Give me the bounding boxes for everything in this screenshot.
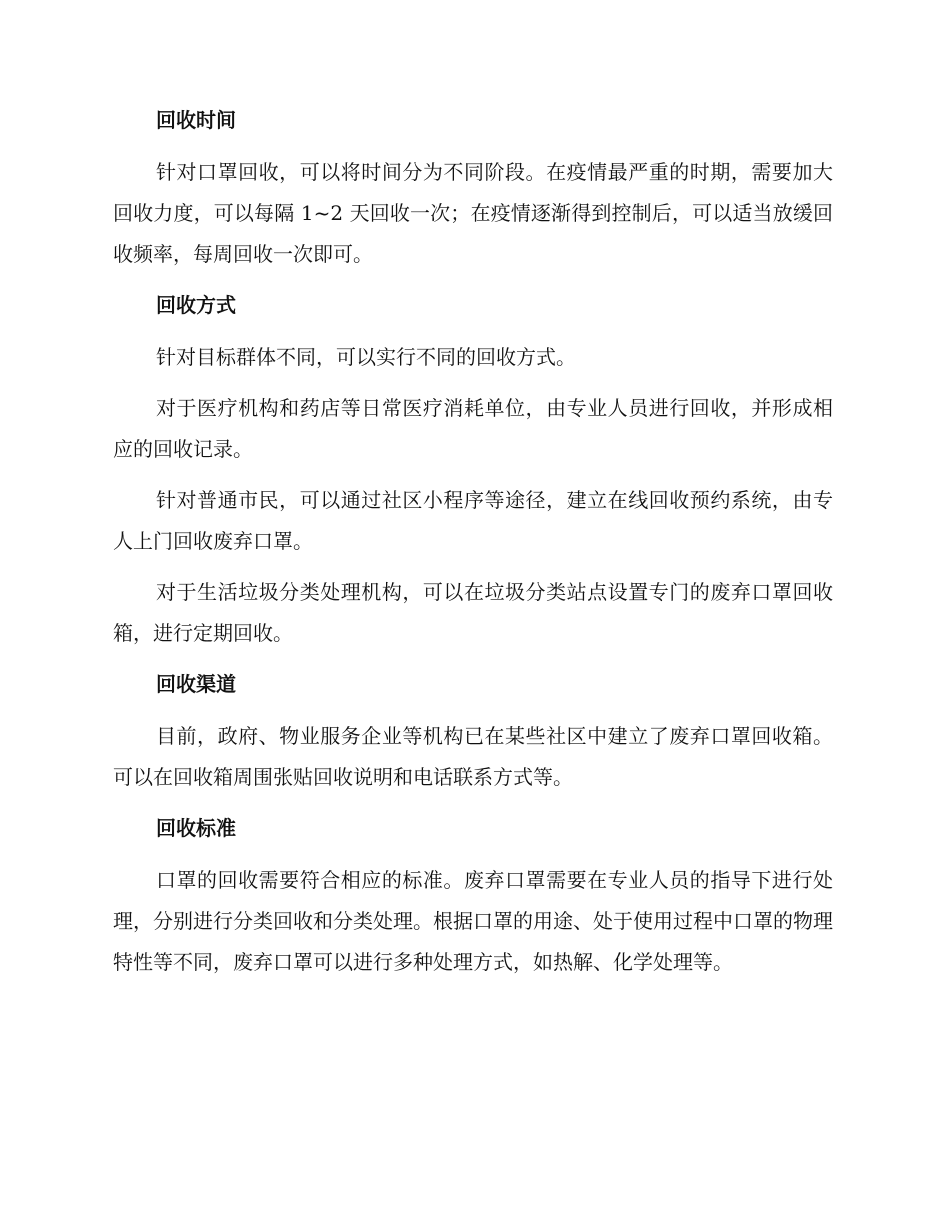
paragraph: 口罩的回收需要符合相应的标准。废弃口罩需要在专业人员的指导下进行处理，分别进行分类回收和分类处理。根据口罩的用途、处于使用过程中口罩的物理特性等不同，废弃口罩可以进行多种处理方式，如热解、化学处理等。 [113,868,833,974]
document-page [113,104,833,993]
paragraph: 针对目标群体不同，可以实行不同的回收方式。 [156,345,576,369]
section-heading-channel: 回收渠道 [156,672,236,696]
paragraph: 目前，政府、物业服务企业等机构已在某些社区中建立了废弃口罩回收箱。可以在回收箱周围张贴回收说明和电话联系方式等。 [113,724,833,789]
section-heading-standard: 回收标准 [156,816,236,840]
paragraph: 对于医疗机构和药店等日常医疗消耗单位，由专业人员进行回收，并形成相应的回收记录。 [113,396,833,461]
section-heading-method: 回收方式 [156,293,236,317]
paragraph: 针对普通市民，可以通过社区小程序等途径，建立在线回收预约系统，由专人上门回收废弃口罩。 [113,488,833,553]
section-heading-time: 回收时间 [156,108,236,132]
paragraph: 针对口罩回收，可以将时间分为不同阶段。在疫情最严重的时期，需要加大回收力度，可以每隔 1~2 天回收一次；在疫情逐渐得到控制后，可以适当放缓回收频率，每周回收一次即可。 [113,160,833,266]
paragraph: 对于生活垃圾分类处理机构，可以在垃圾分类站点设置专门的废弃口罩回收箱，进行定期回收。 [113,580,833,645]
